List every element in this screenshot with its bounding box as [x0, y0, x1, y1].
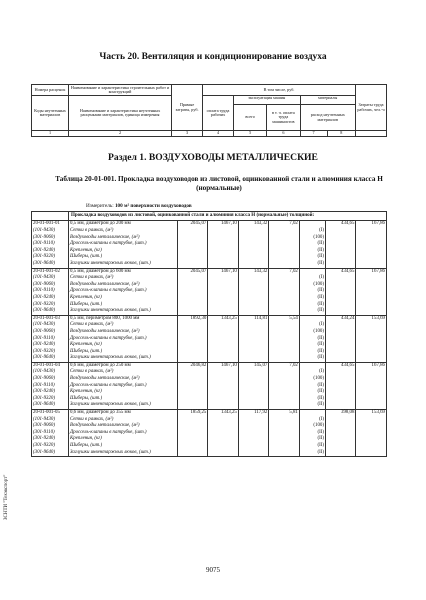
table-title: Таблица 20-01-001. Прокладка воздуховодов из листовой, оцинкованной стали и алюминия класса Н (нормальные) [55, 175, 383, 193]
material-qty-cell [299, 268, 325, 315]
description-cell [69, 268, 178, 315]
material-name: Дроссель-клапаны в патрубке, (шт.) [70, 382, 147, 388]
material-name: Сетки в рамках, (м²) [70, 228, 114, 233]
value-mat: 398,08 [325, 410, 355, 457]
material-qty: (100) [313, 234, 324, 240]
description-cell [69, 315, 178, 362]
material-code: (301-9640) [33, 355, 56, 361]
rate-code: 20-01-001-05 [33, 410, 60, 416]
value-labor: 1467,10 [208, 268, 238, 315]
material-qty: (100) [313, 281, 324, 287]
material-code: (101-9430) [33, 228, 56, 233]
value-mach_labor: 5,54 [269, 315, 299, 362]
header-num: 7 [300, 131, 327, 137]
material-name: Крепления, (кг) [70, 342, 102, 348]
measure-prefix: Измеритель: [86, 203, 114, 209]
material-qty: (I) [319, 275, 324, 281]
rate-code: 20-01-001-01 [33, 221, 60, 227]
material-qty: (I) [319, 369, 324, 375]
column-header-table [31, 84, 387, 137]
material-qty: (II) [317, 308, 324, 314]
material-qty: (II) [317, 382, 324, 388]
header-num: 5 [234, 131, 267, 137]
rates-table [31, 211, 387, 457]
value-hours: 153,69 [356, 315, 387, 362]
material-code: (301-9060) [33, 281, 56, 287]
rate-row [32, 268, 387, 315]
caption-spacer [32, 212, 69, 221]
rate-row [32, 362, 387, 409]
header-mat-group [300, 96, 356, 131]
header-col8: Затраты труда рабочих, чел.-ч [356, 85, 387, 131]
material-name: Крепления, (кг) [70, 436, 102, 442]
value-hours: 167,86 [356, 268, 387, 315]
value-direct: 2046,82 [177, 362, 207, 409]
material-code: (301-9240) [33, 342, 56, 348]
value-mach: 117,92 [238, 410, 268, 457]
header-num: 6 [267, 131, 300, 137]
material-name: Сетки в рамках, (м²) [70, 369, 114, 375]
value-mach_labor: 7,02 [269, 221, 299, 268]
material-code: (301-9240) [33, 294, 56, 300]
material-code: (301-9240) [33, 389, 56, 395]
section-title: Раздел 1. ВОЗДУХОВОДЫ МЕТАЛЛИЧЕСКИЕ [108, 152, 318, 163]
header-num [356, 131, 387, 137]
value-labor: 1343,25 [208, 315, 238, 362]
material-name: Дроссель-клапаны в патрубке, (шт.) [70, 288, 147, 294]
value-hours: 153,69 [356, 410, 387, 457]
measure-value: 100 м² поверхности воздуховодов [114, 203, 192, 209]
value-mat: 434,65 [325, 268, 355, 315]
material-name: Шиберы, (шт.) [70, 301, 103, 307]
value-labor: 1467,10 [208, 362, 238, 409]
material-qty: (II) [317, 247, 324, 253]
header-col5: всего [234, 105, 267, 130]
header-num: 8 [327, 131, 356, 137]
rate-code: 20-01-001-04 [33, 362, 60, 368]
material-name: Шиберы, (шт.) [70, 395, 103, 401]
value-mach: 143,32 [238, 268, 268, 315]
material-qty: (I) [319, 416, 324, 422]
material-code: (101-9430) [33, 369, 56, 375]
material-code: (301-9320) [33, 443, 56, 448]
value-mach_labor: 7,02 [269, 362, 299, 409]
material-name: Заглушки инвентаржных люков, (шт.) [70, 308, 151, 314]
material-qty: (100) [313, 376, 324, 382]
material-qty: (I) [319, 322, 324, 328]
value-direct: 1892,30 [177, 315, 207, 362]
material-qty: (II) [317, 294, 324, 300]
header-col4: оплата труда рабочих [203, 96, 234, 131]
material-code: (101-9430) [33, 275, 56, 281]
value-mat: 434,65 [325, 221, 355, 268]
material-code: (301-9320) [33, 348, 56, 354]
material-code: (301-9640) [33, 260, 56, 266]
material-code: (301-9320) [33, 254, 56, 260]
material-name: Крепления, (кг) [70, 389, 102, 395]
material-name: Заглушки инвентаржных люков, (шт.) [70, 449, 151, 455]
material-name: Воздуховоды металлические, (м²) [70, 281, 140, 287]
material-code: (301-9320) [33, 301, 56, 307]
material-qty: (II) [317, 241, 324, 247]
material-name: Воздуховоды металлические, (м²) [70, 328, 140, 334]
rate-description: 0,6 мм, диаметром до 355 мм [70, 410, 131, 416]
description-cell [69, 221, 178, 268]
value-hours: 167,86 [356, 362, 387, 409]
material-name: Воздуховоды металлические, (м²) [70, 423, 140, 429]
value-mat: 434,24 [325, 315, 355, 362]
material-code: (301-9110) [33, 335, 55, 341]
material-qty: (100) [313, 328, 324, 334]
material-qty: (II) [317, 449, 324, 455]
material-qty: (II) [317, 443, 324, 448]
material-name: Сетки в рамках, (м²) [70, 416, 114, 422]
rate-description: 0,6 мм, диаметром до 250 мм [70, 362, 131, 368]
material-code: (301-9320) [33, 395, 56, 401]
material-code: (301-9640) [33, 402, 56, 408]
material-code: (101-9430) [33, 416, 56, 422]
material-name: Крепления, (кг) [70, 294, 102, 300]
header-num: 3 [172, 131, 203, 137]
material-name: Крепления, (кг) [70, 247, 102, 253]
material-qty: (II) [317, 335, 324, 341]
material-qty: (II) [317, 355, 324, 361]
material-qty-cell [299, 315, 325, 362]
material-code: (301-9060) [33, 234, 56, 240]
header-col7: расход неучтенных материалов [310, 112, 345, 122]
material-name: Заглушки инвентаржных люков, (шт.) [70, 260, 151, 266]
material-qty: (II) [317, 301, 324, 307]
material-name: Дроссель-клапаны в патрубке, (шт.) [70, 429, 147, 435]
material-qty: (100) [313, 423, 324, 429]
header-num: 1 [32, 131, 69, 137]
material-name: Сетки в рамках, (м²) [70, 322, 114, 328]
rate-row [32, 410, 387, 457]
value-mach: 143,32 [238, 221, 268, 268]
value-mach: 145,07 [238, 362, 268, 409]
header-col1-bottom: Коды неучтенных материалов [32, 96, 69, 131]
page-title: Часть 20. Вентиляция и кондиционирование воздуха [99, 52, 327, 62]
table-caption: Прокладка воздуховодов из листовой, оцинкованной стали и алюминия класса Н (нормальные) толщиной: [69, 212, 387, 221]
material-code: (301-9110) [33, 429, 55, 435]
code-cell [32, 410, 69, 457]
material-code: (301-9110) [33, 241, 55, 247]
material-code: (301-9640) [33, 449, 56, 455]
material-name: Дроссель-клапаны в патрубке, (шт.) [70, 241, 147, 247]
header-mach-group [234, 96, 301, 131]
material-name: Воздуховоды металлические, (м²) [70, 376, 140, 382]
material-name: Шиберы, (шт.) [70, 254, 103, 260]
rate-code: 20-01-001-02 [33, 268, 60, 274]
header-number-row [32, 131, 387, 137]
material-name: Заглушки инвентаржных люков, (шт.) [70, 402, 151, 408]
material-qty: (II) [317, 254, 324, 260]
material-name: Сетки в рамках, (м²) [70, 275, 114, 281]
material-name: Шиберы, (шт.) [70, 348, 103, 354]
code-cell [32, 315, 69, 362]
material-qty: (I) [319, 228, 324, 233]
material-qty: (II) [317, 429, 324, 435]
header-col2-bottom: Наименование и характеристика неучтенных расценками материалов, единица измерения [69, 96, 172, 131]
header-num: 4 [203, 131, 234, 137]
material-qty: (II) [317, 260, 324, 266]
description-cell [69, 362, 178, 409]
measure-unit [86, 203, 192, 209]
material-qty: (II) [317, 395, 324, 401]
value-direct: 1859,25 [177, 410, 207, 457]
material-code: (301-9640) [33, 308, 56, 314]
rate-code: 20-01-001-03 [33, 315, 60, 321]
material-qty-cell [299, 221, 325, 268]
material-code: (301-9240) [33, 436, 56, 442]
code-cell [32, 268, 69, 315]
rate-row [32, 221, 387, 268]
value-labor: 1343,25 [208, 410, 238, 457]
material-code: (301-9110) [33, 382, 55, 388]
value-direct: 2045,07 [177, 268, 207, 315]
code-cell [32, 221, 69, 268]
material-qty: (II) [317, 436, 324, 442]
material-name: Дроссель-клапаны в патрубке, (шт.) [70, 335, 147, 341]
value-mach: 114,81 [238, 315, 268, 362]
material-code: (301-9060) [33, 328, 56, 334]
material-code: (301-9060) [33, 376, 56, 382]
material-qty: (II) [317, 348, 324, 354]
rates-body [32, 221, 387, 457]
header-group1: В том числе, руб. [203, 85, 356, 96]
rate-description: 0,5 мм, диаметром до 600 мм [70, 268, 131, 274]
description-cell [69, 410, 178, 457]
rate-row [32, 315, 387, 362]
material-qty: (II) [317, 389, 324, 395]
material-code: (301-9240) [33, 247, 56, 253]
rate-description: 0,5 мм, периметром 800, 1000 мм [70, 315, 140, 321]
material-qty-cell [299, 410, 325, 457]
header-col6: в т. ч. оплата труда машинистов [272, 109, 295, 124]
material-qty: (II) [317, 288, 324, 294]
material-code: (301-9060) [33, 423, 56, 429]
material-qty: (II) [317, 342, 324, 348]
material-qty-cell [299, 362, 325, 409]
material-code: (301-9110) [33, 288, 55, 294]
value-labor: 1467,10 [208, 221, 238, 268]
header-col3: Прямые затраты, руб. [172, 85, 203, 131]
value-mach_labor: 7,02 [269, 268, 299, 315]
material-name: Воздуховоды металлические, (м²) [70, 234, 140, 240]
value-mach_labor: 5,81 [269, 410, 299, 457]
page-number: 9075 [206, 566, 220, 574]
material-qty: (II) [317, 402, 324, 408]
header-num: 2 [69, 131, 172, 137]
header-col2-top: Наименование и характеристика строительных работ и конструкций [69, 85, 172, 96]
material-name: Заглушки инвентаржных люков, (шт.) [70, 355, 151, 361]
material-name: Шиберы, (шт.) [70, 443, 103, 448]
material-code: (101-9430) [33, 322, 56, 328]
side-text: ЗСНТИ "Техэкспорт" [4, 474, 9, 520]
value-mat: 434,65 [325, 362, 355, 409]
header-sub-expl: эксплуатация машин [234, 96, 300, 105]
value-hours: 167,86 [356, 221, 387, 268]
header-sub-mat: материалы [301, 96, 356, 105]
rate-description: 0,5 мм, диаметром до 200 мм [70, 221, 131, 227]
header-col1-top: Номера расценок [32, 85, 69, 96]
code-cell [32, 362, 69, 409]
value-direct: 2045,07 [177, 221, 207, 268]
